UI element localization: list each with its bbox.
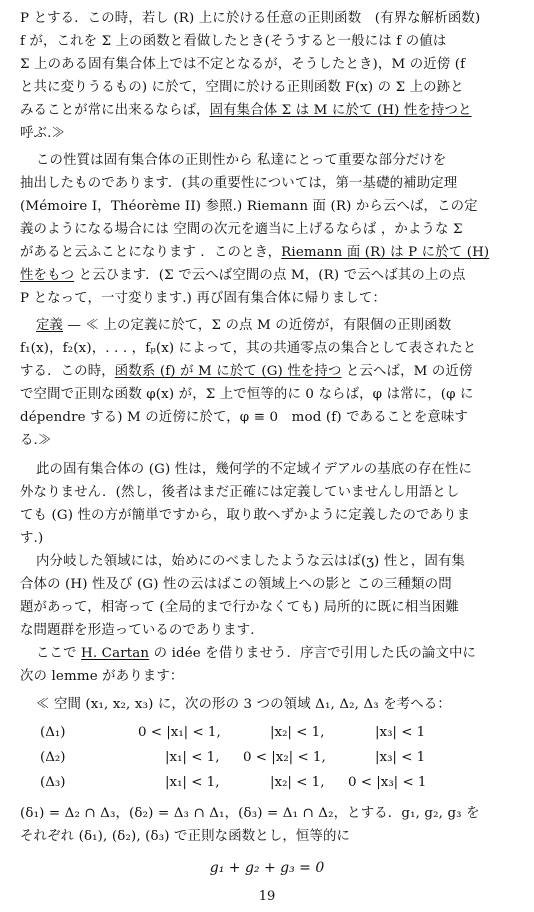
underlined-riemann: Riemann 面 (R) は P に於て (H) (281, 245, 490, 260)
text-line: と共に変りうるもの) に於て，空間に於ける正則函数 F(x) の Σ 上の跡と (20, 80, 464, 95)
page-number: 19 (258, 889, 276, 904)
text-line: す.) (20, 531, 44, 546)
text-line: P となって，一寸変ります.) 再び固有集合体に帰りまして： (20, 291, 386, 306)
domain-row: (Δ₂) |x₁| < 1, 0 < |x₂| < 1, |x₃| < 1 (40, 750, 426, 765)
text-line: 定義 — ≪ 上の定義に於て，Σ の点 M の近傍が，有限個の正則函数 (36, 318, 452, 333)
text-line: Σ 上のある固有集合体上では不定となるが，そうしたとき)，M の近傍 (f (20, 57, 466, 72)
text-line: dépendre する) M の近傍に於て，φ ≡ 0 mod (f) であることを意味す (20, 410, 468, 425)
equation: g₁ + g₂ + g₃ = 0 (209, 860, 325, 876)
underlined-definition: 固有集合体 Σ は M に於て (H) 性を持つと (209, 103, 472, 118)
text-line: P とする．この時，若し (R) 上に於ける任意の正則函数 (有界な解析函数) (20, 11, 481, 26)
definition-label: 定義 (36, 318, 64, 333)
text-line: する．この時，函数系 (f) が M に於て (G) 性を持つ と云へば，M の近傍 (20, 364, 473, 379)
text-line: 外なりません．(然し，後者はまだ正確には定義していませんし用語とし (20, 485, 460, 500)
cartan-name: H. Cartan (81, 646, 150, 661)
text-line: 題があって，相寄って (全局的まで行かなくても) 局所的に既に相当困難 (20, 600, 459, 615)
text-line: みることが常に出来るならば，固有集合体 Σ は M に於て (H) 性を持つと (20, 103, 472, 118)
text-line: (Mémoire I，Théorème II) 参照.) Riemann 面 (R) から云へば，この定 (20, 199, 478, 214)
text-line: ここで H. Cartan の idée を借りませう．序言で引用した氏の論文中に (36, 646, 477, 661)
text-line: f₁(x)，f₂(x)，. . . ，fₚ(x) によって，其の共通零点の集合として表されたと (20, 341, 477, 356)
text-line: それぞれ (δ₁), (δ₂), (δ₃) で正則な函数とし，恒等的に (20, 829, 351, 844)
domain-row: (Δ₃) |x₁| < 1, |x₂| < 1, 0 < |x₃| < 1 (40, 775, 427, 790)
text-line: 此の固有集合体の (G) 性は，幾何学的不定域イデアルの基底の存在性に (36, 462, 473, 477)
underlined-riemann-cont: 性をもつ (20, 268, 75, 283)
text-line: 性をもつ と云ひます．(Σ で云へば空間の点 M，(R) で云へば其の上の点 (20, 268, 466, 283)
text-line: ても (G) 性の方が簡単ですから，取り敢へずかように定義したのでありま (20, 508, 471, 523)
text-line: があると云ふことになります ．このとき，Riemann 面 (R) は P に於て (H) (20, 245, 490, 260)
text-line: (δ₁) = Δ₂ ∩ Δ₃，(δ₂) = Δ₃ ∩ Δ₁，(δ₃) = Δ₁ ∩ Δ₂，とする．g₁, g₂, g₃ を (20, 806, 480, 821)
text-line: この性質は固有集合体の正則性から 私達にとって重要な部分だけを (36, 153, 447, 168)
text-line: る.≫ (20, 433, 52, 448)
text-line: 義のようになる場合には 空間の次元を適当に上げるならば ，かような Σ (20, 222, 463, 237)
underlined-function-system: 函数系 (f) が M に於て (G) 性を持つ (114, 364, 342, 379)
text-line: な問題群を形造っているのであります. (20, 623, 255, 638)
text-line: で空間で正則な函数 φ(x) が，Σ 上で恒等的に 0 ならば，φ は常に，(φ に (20, 387, 474, 402)
text-line: 呼ぶ.≫ (20, 126, 66, 141)
text-line: f が，これを Σ 上の函数と看做したとき(そうすると一般には f の値は (20, 34, 447, 49)
text-line: 次の lemme があります： (20, 669, 184, 684)
domain-row: (Δ₁) 0 < |x₁| < 1, |x₂| < 1, |x₃| < 1 (40, 725, 426, 740)
lemme-statement: ≪ 空間 (x₁, x₂, x₃) に，次の形の 3 つの領域 Δ₁, Δ₂, Δ₃ を考へる： (36, 697, 451, 712)
text-line: 抽出したものであります．(其の重要性については，第一基礎的補助定理 (20, 176, 458, 191)
text-line: 内分岐した領域には，始めにのべましたような云はば(ʒ) 性と，固有集 (36, 554, 466, 569)
text-line: 合体の (H) 性及び (G) 性の云はばこの領域上への影と この三種類の問 (20, 577, 452, 592)
